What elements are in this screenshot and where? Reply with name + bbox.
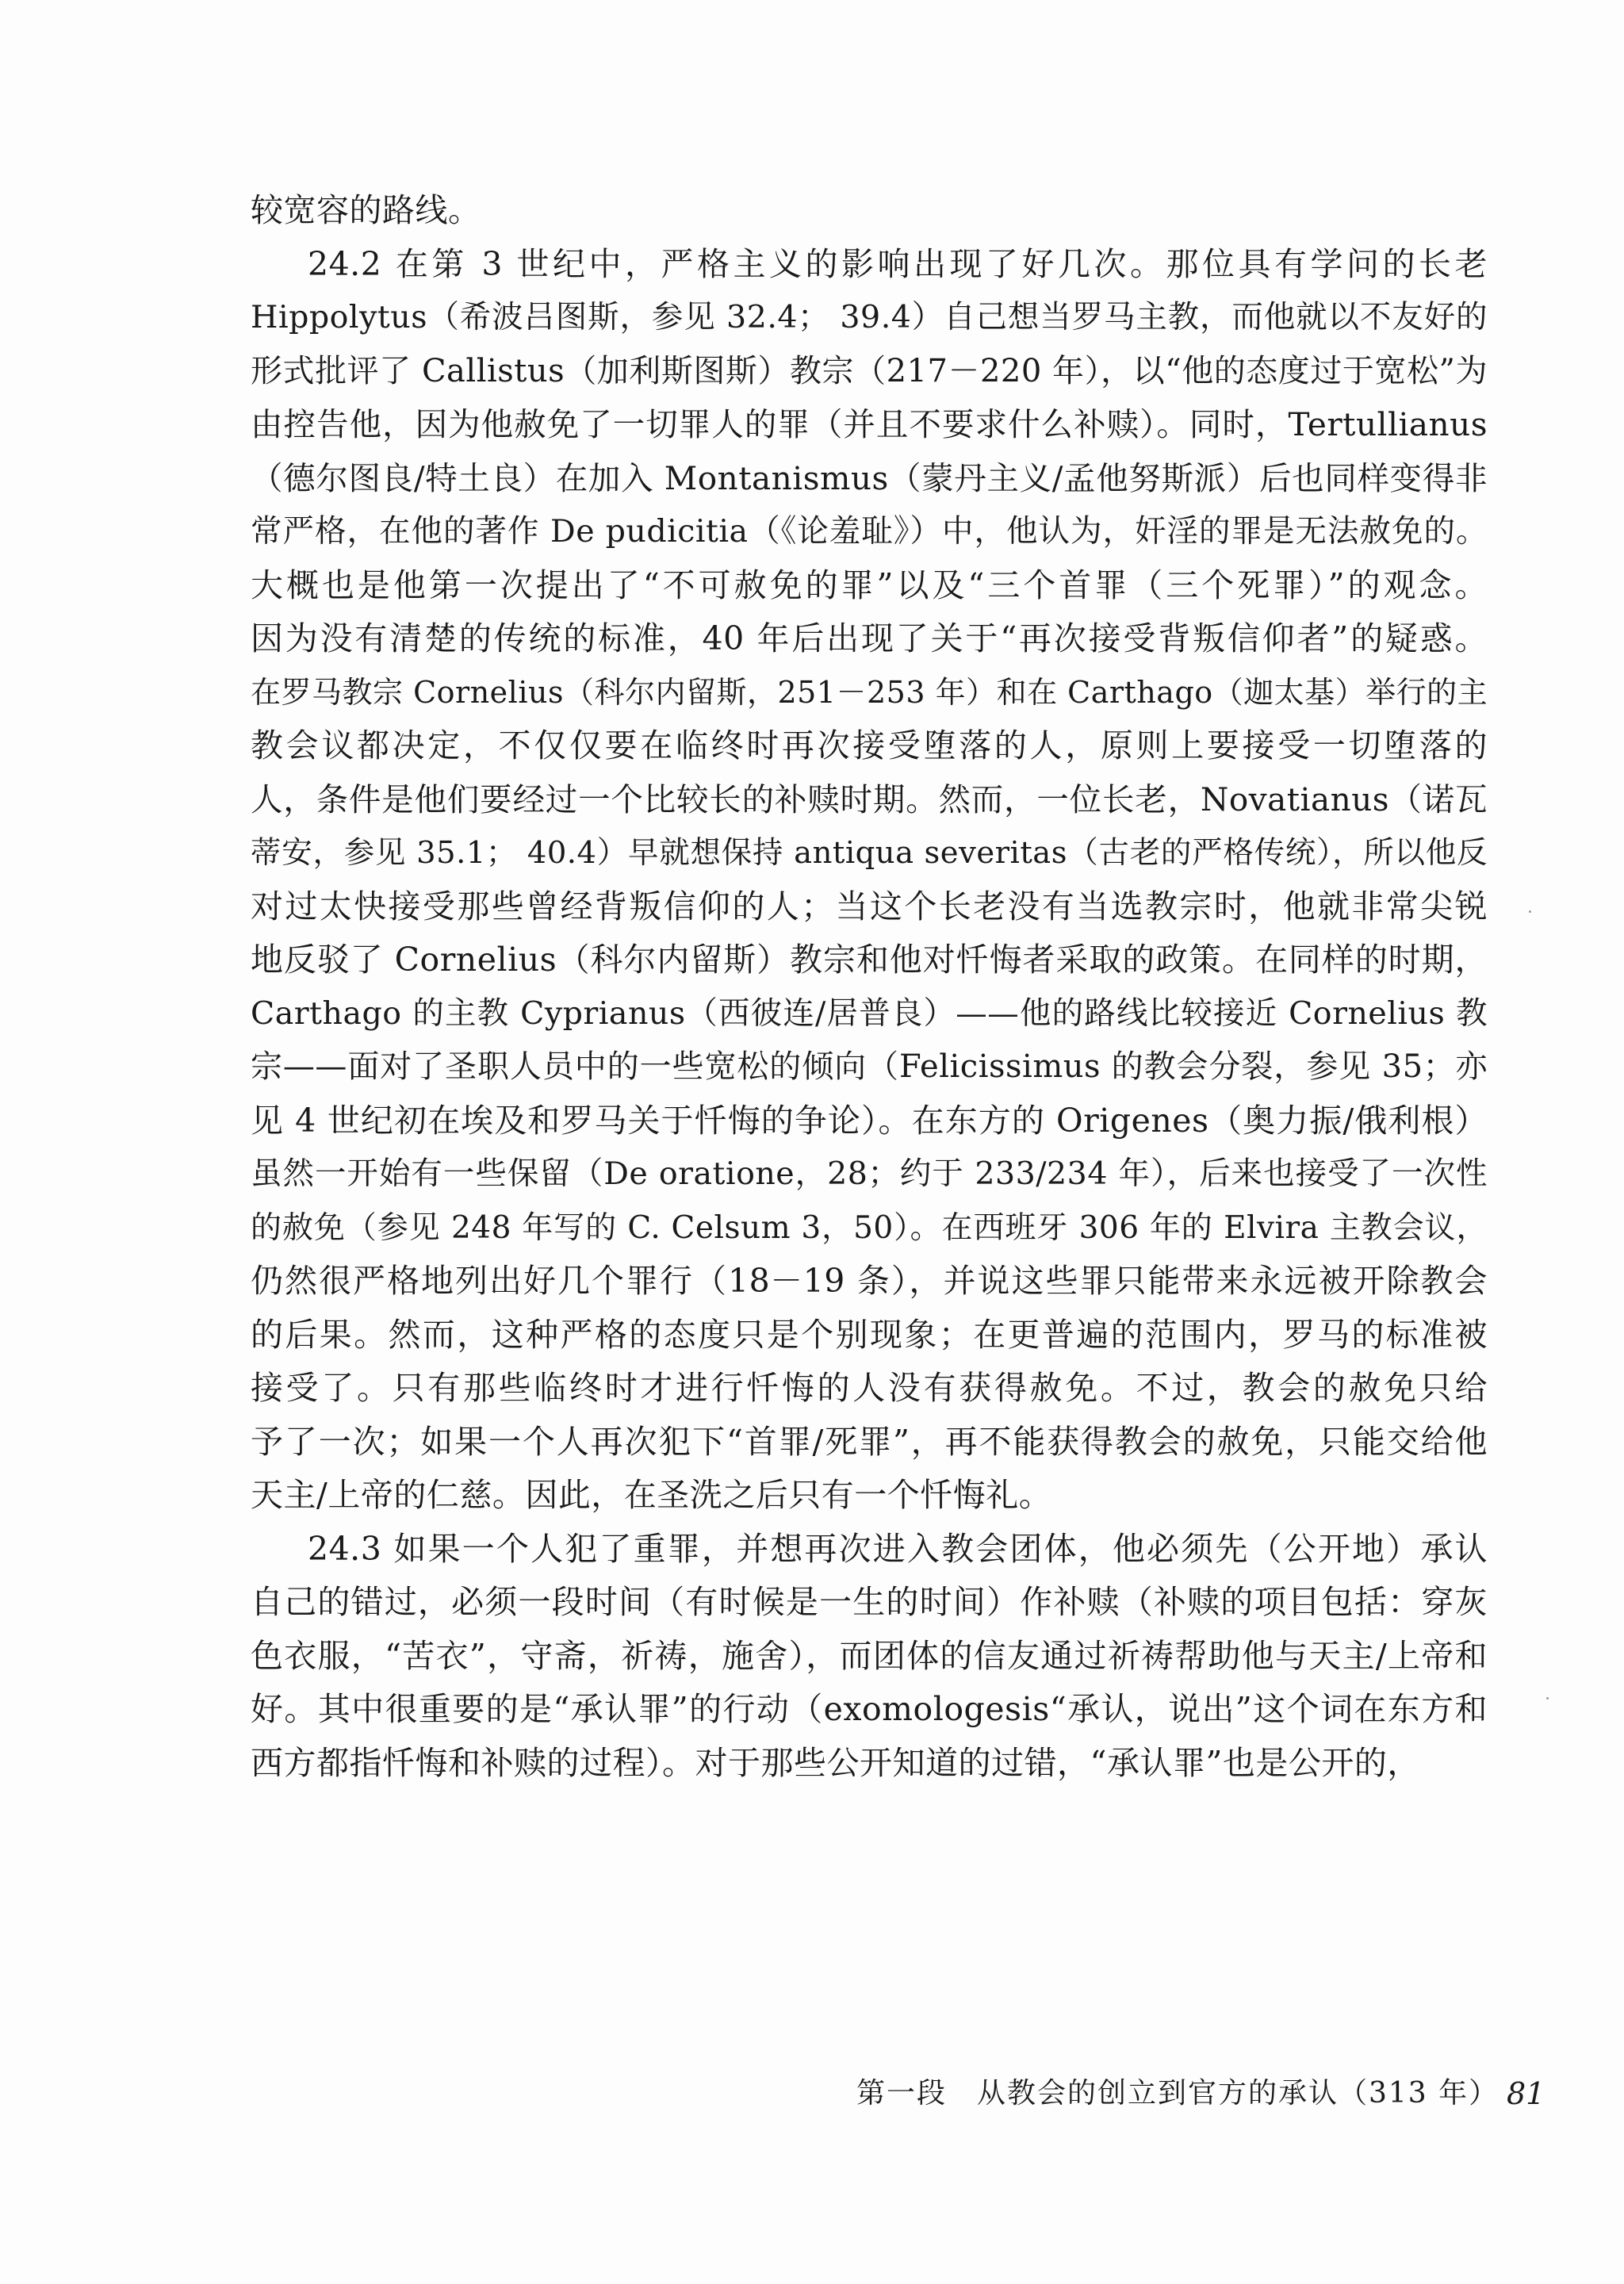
body-text: [251, 184, 1488, 1790]
text-line: 见 4 世纪初在埃及和罗马关于忏悔的争论）。在东方的 Origenes（奥力振/俄利根）: [251, 1101, 1488, 1140]
text-line: 教会议都决定，不仅仅要在临终时再次接受堕落的人，原则上要接受一切堕落的: [251, 726, 1488, 765]
text-line: 地反驳了 Cornelius（科尔内留斯）教宗和他对忏悔者采取的政策。在同样的时期，: [251, 941, 1488, 979]
text-line: 虽然一开始有一些保留（De oratione，28；约于 233/234 年），后来也接受了一次性: [251, 1155, 1488, 1192]
text-line: 大概也是他第一次提出了“不可赦免的罪”以及“三个首罪（三个死罪）”的观念。: [251, 565, 1488, 604]
text-line: 24.2 在第 3 世纪中，严格主义的影响出现了好几次。那位具有学问的长老: [308, 244, 1488, 283]
scan-speck: [1529, 910, 1531, 913]
text-line: 蒂安，参见 35.1； 40.4）早就想保持 antiqua severitas（古老的严格传统），所以他反: [251, 835, 1488, 871]
text-line: Carthago 的主教 Cyprianus（西彼连/居普良）——他的路线比较接近 Cornelius 教: [251, 994, 1488, 1032]
text-line: 宗——面对了圣职人员中的一些宽松的倾向（Felicissimus 的教会分裂，参见 35；亦: [251, 1048, 1488, 1085]
text-line: 的后果。然而，这种严格的态度只是个别现象；在更普遍的范围内，罗马的标准被: [251, 1315, 1488, 1354]
text-line: 由控告他，因为他赦免了一切罪人的罪（并且不要求什么补赎）。同时，Tertullianus: [251, 405, 1488, 443]
running-title: 第一段 从教会的创立到官方的承认（313 年）: [856, 2077, 1500, 2110]
text-line: 的赦免（参见 248 年写的 C. Celsum 3，50）。在西班牙 306 年的 Elvira 主教会议，: [251, 1209, 1488, 1246]
text-line: 天主/上帝的仁慈。因此，在圣洗之后只有一个忏悔礼。: [251, 1476, 1052, 1514]
text-line: 形式批评了 Callistus（加利斯图斯）教宗（217－220 年），以“他的态度过于宽松”为: [251, 352, 1488, 389]
text-line: 因为没有清楚的传统的标准，40 年后出现了关于“再次接受背叛信仰者”的疑惑。: [251, 619, 1488, 657]
text-line: 予了一次；如果一个人再次犯下“首罪/死罪”，再不能获得教会的赦免，只能交给他: [251, 1422, 1488, 1461]
text-line: 色衣服，“苦衣”，守斋，祈祷，施舍），而团体的信友通过祈祷帮助他与天主/上帝和: [251, 1636, 1488, 1675]
text-line: 好。其中很重要的是“承认罪”的行动（exomologesis“承认，说出”这个词在东方和: [251, 1690, 1488, 1728]
text-line: 人，条件是他们要经过一个比较长的补赎时期。然而，一位长老，Novatianus（诺瓦: [251, 780, 1488, 818]
text-line: 接受了。只有那些临终时才进行忏悔的人没有获得赦免。不过，教会的赦免只给: [251, 1369, 1488, 1407]
text-line: （德尔图良/特土良）在加入 Montanismus（蒙丹主义/孟他努斯派）后也同样变得非: [251, 458, 1488, 497]
page-footer: [856, 2070, 1570, 2117]
text-line: 西方都指忏悔和补赎的过程）。对于那些公开知道的过错，“承认罪”也是公开的，: [251, 1743, 1420, 1782]
text-line: Hippolytus（希波吕图斯，参见 32.4； 39.4）自己想当罗马主教，而他就以不友好的: [251, 299, 1488, 335]
text-line: 自己的错过，必须一段时间（有时候是一生的时间）作补赎（补赎的项目包括：穿灰: [251, 1583, 1488, 1621]
text-line: 24.3 如果一个人犯了重罪，并想再次进入教会团体，他必须先（公开地）承认: [308, 1529, 1488, 1568]
text-line: 较宽容的路线。: [251, 191, 481, 229]
text-line: 仍然很严格地列出好几个罪行（18－19 条），并说这些罪只能带来永远被开除教会: [251, 1262, 1488, 1300]
text-line: 常严格，在他的著作 De pudicitia（《论羞耻》）中，他认为，奸淫的罪是无法赦免的。: [251, 513, 1488, 550]
text-line: 在罗马教宗 Cornelius（科尔内留斯，251－253 年）和在 Carthago（迦太基）举行的主: [251, 674, 1488, 710]
page-number: 81: [1507, 2076, 1545, 2111]
text-line: 对过太快接受那些曾经背叛信仰的人；当这个长老没有当选教宗时，他就非常尖锐: [251, 887, 1488, 925]
scan-speck: [1546, 1697, 1549, 1700]
